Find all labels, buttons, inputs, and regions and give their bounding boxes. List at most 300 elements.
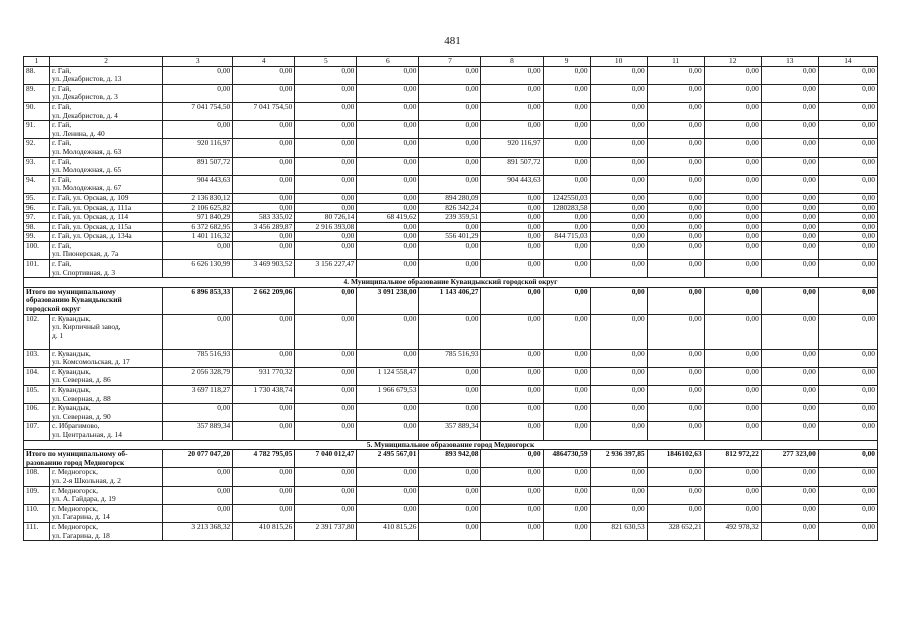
amount-cell: 0,00 — [163, 66, 233, 84]
table-row — [24, 66, 878, 84]
table-row — [24, 504, 878, 522]
amount-cell: 0,00 — [704, 175, 761, 193]
row-number: 98. — [24, 222, 50, 232]
amount-cell: 0,00 — [761, 84, 818, 102]
amount-cell: 0,00 — [704, 84, 761, 102]
amount-cell: 20 077 047,20 — [163, 450, 233, 468]
table-row — [24, 193, 878, 203]
amount-cell: 0,00 — [543, 84, 590, 102]
amount-cell: 0,00 — [704, 386, 761, 404]
row-number: 93. — [24, 157, 50, 175]
amount-cell: 0,00 — [704, 121, 761, 139]
amount-cell: 6 626 130,99 — [163, 260, 233, 278]
total-label-line: городской округ — [26, 304, 81, 314]
address-cell — [50, 139, 163, 157]
register-body — [24, 57, 878, 541]
amount-cell: 0,00 — [295, 193, 357, 203]
amount-cell: 1846102,63 — [647, 450, 704, 468]
amount-cell: 0,00 — [295, 84, 357, 102]
amount-cell: 0,00 — [590, 404, 647, 422]
address-cell — [50, 232, 163, 242]
amount-cell: 2 391 737,80 — [295, 522, 357, 540]
amount-cell: 0,00 — [704, 66, 761, 84]
amount-cell: 826 342,24 — [419, 203, 481, 213]
row-number: 100. — [24, 241, 50, 259]
address-line: г. Гай, — [52, 175, 72, 184]
amount-cell: 0,00 — [818, 222, 877, 232]
amount-cell: 0,00 — [647, 349, 704, 367]
amount-cell: 0,00 — [761, 422, 818, 440]
row-number: 99. — [24, 232, 50, 242]
amount-cell: 0,00 — [543, 367, 590, 385]
amount-cell: 410 815,26 — [233, 522, 295, 540]
table-row — [24, 349, 878, 367]
amount-cell: 0,00 — [543, 504, 590, 522]
amount-cell: 0,00 — [818, 386, 877, 404]
address-cell — [50, 193, 163, 203]
amount-cell: 0,00 — [357, 349, 419, 367]
column-number-cell: 6 — [357, 57, 419, 67]
row-number: 88. — [24, 66, 50, 84]
amount-cell: 0,00 — [647, 404, 704, 422]
amount-cell: 0,00 — [761, 193, 818, 203]
table-row — [24, 367, 878, 385]
amount-cell: 0,00 — [761, 404, 818, 422]
address-cell — [50, 504, 163, 522]
amount-cell: 920 116,97 — [163, 139, 233, 157]
amount-cell: 0,00 — [647, 222, 704, 232]
amount-cell: 0,00 — [761, 504, 818, 522]
amount-cell: 0,00 — [647, 139, 704, 157]
amount-cell: 2 495 567,01 — [357, 450, 419, 468]
amount-cell: 0,00 — [704, 504, 761, 522]
amount-cell: 0,00 — [419, 175, 481, 193]
amount-cell: 0,00 — [233, 66, 295, 84]
amount-cell: 0,00 — [590, 504, 647, 522]
amount-cell: 0,00 — [233, 139, 295, 157]
address-line: ул. Гагарина, д. 18 — [52, 530, 110, 540]
amount-cell: 0,00 — [481, 193, 543, 203]
amount-cell: 0,00 — [647, 314, 704, 349]
row-number: 101. — [24, 260, 50, 278]
amount-cell: 0,00 — [818, 232, 877, 242]
table-row — [24, 468, 878, 486]
amount-cell: 2 916 393,08 — [295, 222, 357, 232]
amount-cell: 0,00 — [647, 504, 704, 522]
amount-cell: 0,00 — [163, 314, 233, 349]
row-number: 95. — [24, 193, 50, 203]
amount-cell: 0,00 — [818, 260, 877, 278]
amount-cell: 0,00 — [357, 468, 419, 486]
amount-cell: 0,00 — [481, 404, 543, 422]
address-cell — [50, 102, 163, 120]
address-line: г. Гай, — [52, 259, 72, 269]
amount-cell: 0,00 — [704, 139, 761, 157]
amount-cell: 894 280,09 — [419, 193, 481, 203]
address-line: г. Кувандык, — [52, 385, 91, 394]
column-number-cell: 3 — [163, 57, 233, 67]
section-header-row — [24, 440, 878, 450]
amount-cell: 492 978,32 — [704, 522, 761, 540]
amount-cell: 0,00 — [419, 404, 481, 422]
address-line: г. Кувандык, — [52, 367, 91, 376]
amount-cell: 0,00 — [295, 232, 357, 242]
amount-cell: 0,00 — [419, 84, 481, 102]
amount-cell: 0,00 — [481, 468, 543, 486]
table-row — [24, 386, 878, 404]
address-line: ул. Северная, д. 90 — [52, 411, 111, 421]
amount-cell: 3 697 118,27 — [163, 386, 233, 404]
amount-cell: 0,00 — [481, 349, 543, 367]
column-number-cell: 10 — [590, 57, 647, 67]
amount-cell: 0,00 — [481, 386, 543, 404]
amount-cell: 0,00 — [761, 157, 818, 175]
address-cell — [50, 203, 163, 213]
amount-cell: 920 116,97 — [481, 139, 543, 157]
address-cell — [50, 84, 163, 102]
table-row — [24, 241, 878, 259]
amount-cell: 0,00 — [704, 404, 761, 422]
amount-cell: 0,00 — [590, 193, 647, 203]
table-row — [24, 102, 878, 120]
amount-cell: 0,00 — [590, 468, 647, 486]
address-line: г. Гай, — [52, 241, 72, 250]
amount-cell: 0,00 — [590, 260, 647, 278]
amount-cell: 357 889,34 — [419, 422, 481, 440]
amount-cell: 0,00 — [543, 102, 590, 120]
column-number-row — [24, 57, 878, 67]
amount-cell: 583 335,02 — [233, 213, 295, 223]
amount-cell: 0,00 — [357, 222, 419, 232]
amount-cell: 0,00 — [543, 386, 590, 404]
table-row — [24, 314, 878, 349]
amount-cell: 0,00 — [163, 121, 233, 139]
amount-cell: 3 091 238,00 — [357, 287, 419, 314]
amount-cell: 0,00 — [761, 139, 818, 157]
amount-cell: 0,00 — [295, 314, 357, 349]
table-row — [24, 522, 878, 540]
total-label-line: образованию Кувандыкский — [26, 295, 122, 305]
column-number-cell: 5 — [295, 57, 357, 67]
row-number: 108. — [24, 468, 50, 486]
amount-cell: 0,00 — [818, 121, 877, 139]
address-line: г. Гай, — [52, 120, 72, 130]
amount-cell: 0,00 — [704, 349, 761, 367]
row-number: 91. — [24, 121, 50, 139]
address-cell — [50, 367, 163, 385]
amount-cell: 0,00 — [818, 450, 877, 468]
table-row — [24, 404, 878, 422]
amount-cell: 0,00 — [357, 66, 419, 84]
address-line: г. Кувандык, — [52, 314, 91, 323]
amount-cell: 0,00 — [481, 504, 543, 522]
amount-cell: 0,00 — [543, 522, 590, 540]
amount-cell: 0,00 — [481, 84, 543, 102]
address-line: г. Гай, ул. Орская, д. 134а — [52, 231, 132, 241]
amount-cell: 0,00 — [704, 102, 761, 120]
address-cell — [50, 404, 163, 422]
amount-cell: 0,00 — [481, 287, 543, 314]
amount-cell: 0,00 — [357, 404, 419, 422]
amount-cell: 0,00 — [818, 213, 877, 223]
table-row — [24, 84, 878, 102]
amount-cell: 0,00 — [481, 102, 543, 120]
amount-cell: 0,00 — [357, 157, 419, 175]
row-number: 96. — [24, 203, 50, 213]
amount-cell: 0,00 — [295, 468, 357, 486]
address-line: ул. Молодежная, д. 67 — [52, 183, 122, 193]
amount-cell: 0,00 — [704, 222, 761, 232]
table-row — [24, 203, 878, 213]
amount-cell: 844 715,03 — [543, 232, 590, 242]
amount-cell: 0,00 — [647, 260, 704, 278]
amount-cell: 0,00 — [647, 367, 704, 385]
amount-cell: 0,00 — [481, 213, 543, 223]
address-cell — [50, 349, 163, 367]
amount-cell: 3 456 289,87 — [233, 222, 295, 232]
amount-cell: 0,00 — [590, 121, 647, 139]
row-number: 97. — [24, 213, 50, 223]
address-line: ул. Центральная, д. 14 — [52, 429, 122, 439]
amount-cell: 0,00 — [481, 422, 543, 440]
table-row — [24, 175, 878, 193]
address-cell — [50, 157, 163, 175]
amount-cell: 4864730,59 — [543, 450, 590, 468]
table-row — [24, 121, 878, 139]
amount-cell: 0,00 — [295, 121, 357, 139]
amount-cell: 0,00 — [419, 139, 481, 157]
address-cell — [50, 422, 163, 440]
amount-cell: 0,00 — [704, 232, 761, 242]
amount-cell: 0,00 — [419, 102, 481, 120]
amount-cell: 0,00 — [761, 260, 818, 278]
total-label-line: разованию город Медногорск — [26, 457, 125, 467]
column-number-cell: 1 — [24, 57, 50, 67]
amount-cell: 0,00 — [704, 486, 761, 504]
amount-cell: 0,00 — [704, 157, 761, 175]
amount-cell: 0,00 — [481, 241, 543, 259]
amount-cell: 3 213 368,32 — [163, 522, 233, 540]
row-number: 105. — [24, 386, 50, 404]
amount-cell: 0,00 — [357, 175, 419, 193]
amount-cell: 0,00 — [481, 203, 543, 213]
amount-cell: 0,00 — [233, 486, 295, 504]
amount-cell: 0,00 — [761, 203, 818, 213]
amount-cell: 0,00 — [357, 232, 419, 242]
amount-cell: 0,00 — [481, 314, 543, 349]
column-number-cell: 7 — [419, 57, 481, 67]
amount-cell: 0,00 — [704, 193, 761, 203]
amount-cell: 1 730 438,74 — [233, 386, 295, 404]
address-cell — [50, 175, 163, 193]
amount-cell: 0,00 — [704, 241, 761, 259]
table-row — [24, 222, 878, 232]
amount-cell: 0,00 — [295, 486, 357, 504]
amount-cell: 7 041 754,50 — [163, 102, 233, 120]
amount-cell: 0,00 — [163, 504, 233, 522]
amount-cell: 0,00 — [590, 486, 647, 504]
amount-cell: 0,00 — [647, 386, 704, 404]
amount-cell: 0,00 — [704, 213, 761, 223]
amount-cell: 0,00 — [295, 422, 357, 440]
amount-cell: 0,00 — [419, 504, 481, 522]
amount-cell: 0,00 — [295, 367, 357, 385]
amount-cell: 0,00 — [163, 84, 233, 102]
amount-cell: 0,00 — [590, 232, 647, 242]
amount-cell: 0,00 — [543, 468, 590, 486]
amount-cell: 0,00 — [233, 157, 295, 175]
amount-cell: 1 966 679,53 — [357, 386, 419, 404]
row-number: 102. — [24, 314, 50, 349]
amount-cell: 0,00 — [233, 314, 295, 349]
address-line: ул. Пионерская, д. 7а — [52, 249, 119, 259]
amount-cell: 0,00 — [818, 203, 877, 213]
amount-cell: 0,00 — [163, 404, 233, 422]
amount-cell: 0,00 — [590, 102, 647, 120]
amount-cell: 0,00 — [233, 422, 295, 440]
amount-cell: 0,00 — [419, 486, 481, 504]
amount-cell: 785 516,93 — [419, 349, 481, 367]
amount-cell: 0,00 — [818, 314, 877, 349]
row-number: 110. — [24, 504, 50, 522]
section-title: 5. Муниципальное образование город Медногорск — [24, 440, 878, 450]
address-line: ул. Молодежная, д. 63 — [52, 146, 122, 156]
amount-cell: 0,00 — [163, 486, 233, 504]
amount-cell: 0,00 — [233, 504, 295, 522]
address-line: г. Гай, — [52, 84, 72, 93]
amount-cell: 0,00 — [481, 260, 543, 278]
amount-cell: 0,00 — [481, 232, 543, 242]
amount-cell: 0,00 — [357, 486, 419, 504]
amount-cell: 0,00 — [647, 422, 704, 440]
column-number-cell: 13 — [761, 57, 818, 67]
amount-cell: 0,00 — [761, 121, 818, 139]
amount-cell: 0,00 — [295, 139, 357, 157]
amount-cell: 0,00 — [704, 468, 761, 486]
amount-cell: 2 056 328,79 — [163, 367, 233, 385]
amount-cell: 0,00 — [419, 386, 481, 404]
amount-cell: 0,00 — [761, 468, 818, 486]
address-line: г. Гай, ул. Орская, д. 111а — [52, 203, 132, 212]
amount-cell: 556 401,29 — [419, 232, 481, 242]
table-row — [24, 213, 878, 223]
amount-cell: 0,00 — [357, 504, 419, 522]
amount-cell: 0,00 — [295, 203, 357, 213]
amount-cell: 0,00 — [818, 404, 877, 422]
address-line: ул. Декабристов, д. 3 — [52, 92, 118, 102]
amount-cell: 0,00 — [818, 486, 877, 504]
amount-cell: 0,00 — [233, 241, 295, 259]
address-cell — [50, 66, 163, 84]
column-number-cell: 11 — [647, 57, 704, 67]
amount-cell: 0,00 — [590, 222, 647, 232]
amount-cell: 0,00 — [647, 468, 704, 486]
amount-cell: 0,00 — [818, 367, 877, 385]
amount-cell: 0,00 — [818, 468, 877, 486]
amount-cell: 0,00 — [704, 260, 761, 278]
amount-cell: 3 156 227,47 — [295, 260, 357, 278]
amount-cell: 0,00 — [419, 66, 481, 84]
total-row — [24, 450, 878, 468]
table-row — [24, 139, 878, 157]
amount-cell: 0,00 — [647, 213, 704, 223]
amount-cell: 0,00 — [295, 241, 357, 259]
amount-cell: 893 942,08 — [419, 450, 481, 468]
amount-cell: 0,00 — [543, 349, 590, 367]
amount-cell: 0,00 — [647, 486, 704, 504]
amount-cell: 0,00 — [357, 422, 419, 440]
address-cell — [50, 222, 163, 232]
amount-cell: 410 815,26 — [357, 522, 419, 540]
amount-cell: 0,00 — [818, 157, 877, 175]
amount-cell: 0,00 — [481, 522, 543, 540]
amount-cell: 68 419,62 — [357, 213, 419, 223]
address-line: г. Медногорск, — [52, 522, 98, 531]
address-line: г. Гай, — [52, 66, 72, 75]
amount-cell: 0,00 — [590, 213, 647, 223]
amount-cell: 0,00 — [233, 404, 295, 422]
amount-cell: 0,00 — [357, 203, 419, 213]
amount-cell: 0,00 — [761, 486, 818, 504]
amount-cell: 0,00 — [419, 222, 481, 232]
column-number-cell: 12 — [704, 57, 761, 67]
amount-cell: 0,00 — [761, 213, 818, 223]
amount-cell: 0,00 — [233, 349, 295, 367]
address-cell — [50, 468, 163, 486]
amount-cell: 0,00 — [543, 422, 590, 440]
amount-cell: 0,00 — [761, 241, 818, 259]
column-number-cell: 8 — [481, 57, 543, 67]
amount-cell: 0,00 — [295, 504, 357, 522]
address-line: ул. Кирпичный завод, — [52, 322, 121, 332]
amount-cell: 931 770,32 — [233, 367, 295, 385]
amount-cell: 785 516,93 — [163, 349, 233, 367]
amount-cell: 0,00 — [295, 404, 357, 422]
address-line: г. Гай, ул. Орская, д. 109 — [52, 193, 129, 202]
amount-cell: 0,00 — [295, 102, 357, 120]
row-number: 89. — [24, 84, 50, 102]
amount-cell: 3 469 903,52 — [233, 260, 295, 278]
amount-cell: 0,00 — [233, 468, 295, 486]
amount-cell: 0,00 — [543, 486, 590, 504]
amount-cell: 0,00 — [481, 367, 543, 385]
amount-cell: 7 041 754,50 — [233, 102, 295, 120]
amount-cell: 0,00 — [590, 84, 647, 102]
amount-cell: 2 106 625,82 — [163, 203, 233, 213]
total-label-line: Итого по муниципальному — [26, 287, 116, 296]
amount-cell: 0,00 — [761, 66, 818, 84]
amount-cell: 0,00 — [357, 121, 419, 139]
amount-cell: 0,00 — [647, 66, 704, 84]
amount-cell: 0,00 — [590, 386, 647, 404]
amount-cell: 1 143 406,27 — [419, 287, 481, 314]
amount-cell: 0,00 — [233, 203, 295, 213]
amount-cell: 0,00 — [590, 287, 647, 314]
address-line: ул. Молодежная, д. 65 — [52, 165, 122, 175]
amount-cell: 0,00 — [590, 241, 647, 259]
amount-cell: 0,00 — [357, 139, 419, 157]
amount-cell: 0,00 — [818, 422, 877, 440]
address-line: г. Гай, — [52, 138, 72, 148]
amount-cell: 0,00 — [419, 367, 481, 385]
row-number: 103. — [24, 349, 50, 367]
amount-cell: 0,00 — [818, 287, 877, 314]
amount-cell: 0,00 — [647, 84, 704, 102]
amount-cell: 0,00 — [761, 314, 818, 349]
column-number-cell: 4 — [233, 57, 295, 67]
amount-cell: 0,00 — [419, 522, 481, 540]
table-row — [24, 486, 878, 504]
